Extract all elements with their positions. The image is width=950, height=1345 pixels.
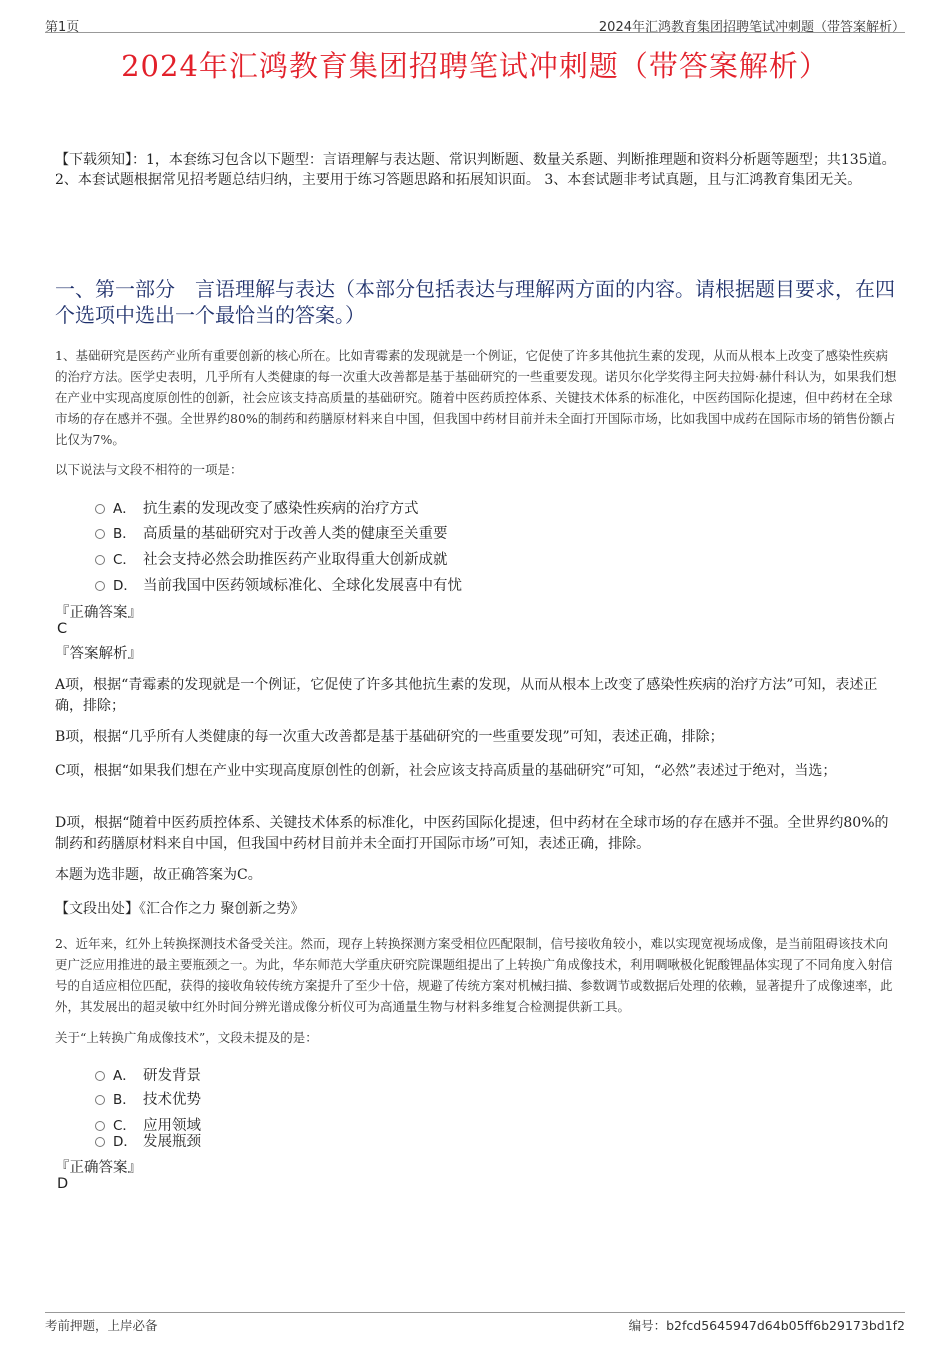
q1-analysis-c: C项，根据“如果我们想在产业中实现高度原创性的创新，社会应该支持高质量的基础研究”可知，“必然”表述过于绝对，当选； — [55, 763, 837, 779]
question-2-text: 2、近年来，红外上转换探测技术备受关注。然而，现存上转换探测方案受相位匹配限制，信号接收角较小，难以实现宽视场成像，是当前阻碍该技术向更广泛应用推进的最主要瓶颈之一。为此，华东师范大学重庆研究院课题组提出了上转换广角成像技术，利用啁啾极化铌酸锂晶体实现了不同角度入射信号的自适应相位匹配，获得的接收角较传统方案提升了至少十倍，规避了传统方案对机械扫描、参数调节或数据后处理的依赖，显著提升了成像速率，此外，其发展出的超灵敏中红外时间分辨光谱成像分析仪可为高通量生物与材料多维复合检测提供新工具。 — [55, 936, 893, 1014]
document-title: 2024年汇鸿教育集团招聘笔试冲刺题（带答案解析） — [121, 49, 829, 83]
page-footer — [45, 1312, 905, 1331]
radio-icon[interactable] — [95, 504, 105, 514]
q2-answer-tag: 『正确答案』 — [55, 1160, 142, 1176]
q1-answer-tag: 『正确答案』 — [55, 605, 142, 621]
q1-option-d[interactable]: D． 当前我国中医药领域标准化、全球化发展喜中有忧 — [95, 574, 462, 595]
q1-answer: C — [57, 621, 68, 637]
q1-option-b[interactable]: B． 高质量的基础研究对于改善人类的健康至关重要 — [95, 522, 448, 543]
q1-analysis-b: B项，根据“几乎所有人类健康的每一次重大改善都是基于基础研究的一些重要发现”可知，表述正确，排除； — [55, 729, 724, 745]
q1-analysis-d: D项，根据“随着中医药质控体系、关键技术体系的标准化，中医药国际化提速，但中药材在全球市场的存在感并不强。全世界约80%的制药和药膳原材料来自中国，但我国中药材目前并未全面打开国际市场”可知，表述正确，排除。 — [55, 815, 889, 852]
download-notice: 【下载须知】：1，本套练习包含以下题型：言语理解与表达题、常识判断题、数量关系题、判断推理题和资料分析题等题型；共135道。 2、本套试题根据常见招考题总结归纳，主要用于练习答题思路和拓展知识面。 3、本套试题非考试真题，且与汇鸿教育集团无关。 — [55, 152, 896, 188]
q1-option-c[interactable]: C． 社会支持必然会助推医药产业取得重大创新成就 — [95, 548, 448, 569]
page-number: 第1页 — [45, 20, 80, 35]
q2-option-d[interactable]: D． 发展瓶颈 — [95, 1130, 201, 1151]
radio-icon[interactable] — [95, 555, 105, 565]
radio-icon[interactable] — [95, 1095, 105, 1105]
question-2-prompt: 关于“上转换广角成像技术”，文段未提及的是： — [55, 1030, 318, 1045]
footer-doc-id: 编号：b2fcd5645947d64b05ff6b29173bd1f2 — [628, 1318, 905, 1333]
q1-option-a[interactable]: A． 抗生素的发现改变了感染性疾病的治疗方式 — [95, 497, 419, 518]
page-header — [45, 14, 905, 33]
section-heading: 一、第一部分 言语理解与表达（本部分包括表达与理解两方面的内容。请根据题目要求，在四个选项中选出一个最恰当的答案。） — [55, 277, 895, 327]
q1-analysis-a: A项，根据“青霉素的发现就是一个例证，它促使了许多其他抗生素的发现，从而从根本上改变了感染性疾病的治疗方法”可知，表述正确，排除； — [55, 677, 878, 714]
question-1-prompt: 以下说法与文段不相符的一项是： — [55, 462, 243, 477]
radio-icon[interactable] — [95, 1137, 105, 1147]
radio-icon[interactable] — [95, 581, 105, 591]
q1-analysis-tag: 『答案解析』 — [55, 646, 142, 662]
radio-icon[interactable] — [95, 1071, 105, 1081]
q2-option-c[interactable]: C． 应用领域 — [95, 1114, 201, 1135]
header-doc-title: 2024年汇鸿教育集团招聘笔试冲刺题（带答案解析） — [598, 20, 905, 35]
radio-icon[interactable] — [95, 529, 105, 539]
question-1-text: 1、基础研究是医药产业所有重要创新的核心所在。比如青霉素的发现就是一个例证，它促使了许多其他抗生素的发现，从而从根本上改变了感染性疾病的治疗方法。医学史表明，几乎所有人类健康的每一次重大改善都是基于基础研究的一些重要发现。诺贝尔化学奖得主阿夫拉姆·赫什科认为，如果我们想在产业中实现高度原创性的创新，社会应该支持高质量的基础研究。随着中医药质控体系、关键技术体系的标准化，中医药国际化提速，但中药材在全球市场的存在感并不强。全世界约80%的制药和药膳原材料来自中国，但我国中药材目前并未全面打开国际市场，比如我国中成药在国际市场的销售份额占比仅为7%。 — [55, 348, 897, 447]
q2-answer: D — [57, 1176, 69, 1192]
q2-option-a[interactable]: A． 研发背景 — [95, 1064, 201, 1085]
q1-source: 【文段出处】《汇合作之力 聚创新之势》 — [55, 901, 305, 917]
q2-option-b[interactable]: B． 技术优势 — [95, 1088, 201, 1109]
q1-conclusion: 本题为选非题，故正确答案为C。 — [55, 867, 262, 883]
footer-slogan: 考前押题，上岸必备 — [45, 1318, 158, 1333]
